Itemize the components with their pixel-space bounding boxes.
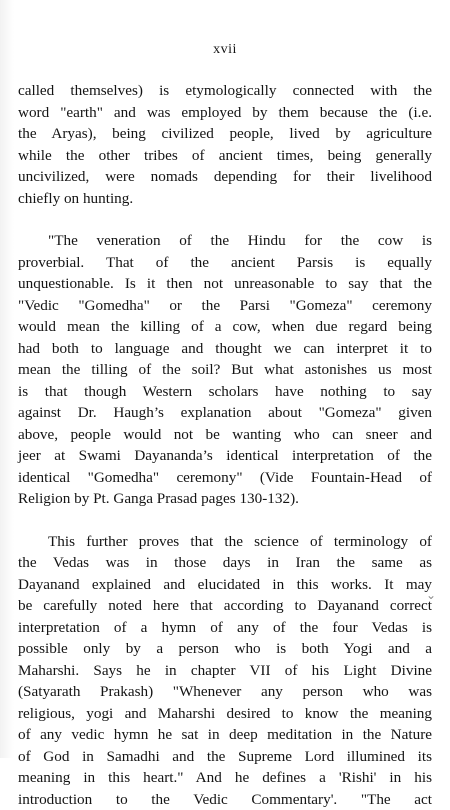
text-line: jeer at Swami Dayananda’s identical interpretation of the <box>18 445 432 467</box>
text-line: chiefly on hunting. <box>18 188 432 210</box>
body-text <box>18 80 432 810</box>
text-line: "The veneration of the Hindu for the cow is <box>18 230 432 252</box>
page-number: xvii <box>0 42 450 58</box>
text-line: religious, yogi and Maharshi desired to know the meaning <box>18 703 432 725</box>
text-line: uncivilized, were nomads depending for their livelihood <box>18 166 432 188</box>
text-line: against Dr. Haugh’s explanation about "Gomeza" given <box>18 402 432 424</box>
text-line: proverbial. That of the ancient Parsis is equally <box>18 252 432 274</box>
text-line: (Satyarath Prakash) "Whenever any person who was <box>18 681 432 703</box>
text-line: is that though Western scholars have nothing to say <box>18 381 432 403</box>
paragraph-gap <box>18 510 432 531</box>
text-line: mean the tilling of the soil? But what astonishes us most <box>18 359 432 381</box>
text-line: meaning in this heart." And he defines a 'Rishi' in his <box>18 767 432 789</box>
text-line: had both to language and thought we can interpret it to <box>18 338 432 360</box>
text-line: possible only by a person who is both Yogi and a <box>18 638 432 660</box>
text-line: Religion by Pt. Ganga Prasad pages 130-132). <box>18 488 432 510</box>
text-line: be carefully noted here that according to Dayanand correct <box>18 595 432 617</box>
paragraph-1 <box>18 80 432 209</box>
text-line: while the other tribes of ancient times, being generally <box>18 145 432 167</box>
text-line: introduction to the Vedic Commentary'. "The act <box>18 789 432 810</box>
paragraph-2 <box>18 230 432 510</box>
text-line: would mean the killing of a cow, when due regard being <box>18 316 432 338</box>
text-line: interpretation of a hymn of any of the four Vedas is <box>18 617 432 639</box>
text-line: word "earth" and was employed by them because the (i.e. <box>18 102 432 124</box>
text-line: unquestionable. Is it then not unreasonable to say that the <box>18 273 432 295</box>
text-line: Maharshi. Says he in chapter VII of his Light Divine <box>18 660 432 682</box>
text-line: above, people would not be wanting who can sneer and <box>18 424 432 446</box>
text-line: the Vedas was in those days in Iran the same as <box>18 552 432 574</box>
text-line: of God in Samadhi and the Supreme Lord illumined its <box>18 746 432 768</box>
margin-mark: ⌄ <box>426 588 436 603</box>
text-line: of any vedic hymn he sat in deep meditation in the Nature <box>18 724 432 746</box>
text-line: the Aryas), being civilized people, lived by agriculture <box>18 123 432 145</box>
paragraph-3 <box>18 531 432 810</box>
text-line: called themselves) is etymologically connected with the <box>18 80 432 102</box>
paragraph-gap <box>18 209 432 230</box>
text-line: "Vedic "Gomedha" or the Parsi "Gomeza" ceremony <box>18 295 432 317</box>
text-line: This further proves that the science of terminology of <box>18 531 432 553</box>
scan-gutter-shadow <box>0 0 14 758</box>
text-line: Dayanand explained and elucidated in this works. It may <box>18 574 432 596</box>
text-line: identical "Gomedha" ceremony" (Vide Fountain-Head of <box>18 467 432 489</box>
